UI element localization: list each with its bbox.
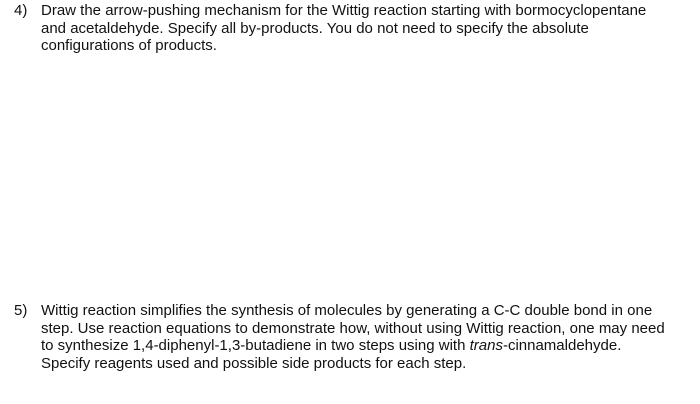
question-5-line-3: [41, 337, 681, 355]
question-4-text: [41, 2, 681, 55]
question-5-line-3-end: -cinnamaldehyde.: [502, 337, 622, 354]
question-5-line-1: Wittig reaction simplifies the synthesis of molecules by generating a C-C double bond in one: [41, 302, 653, 319]
question-5-number: 5): [14, 302, 28, 319]
trans-italic-term: trans: [469, 337, 503, 354]
question-4-line-3: configurations of products.: [41, 37, 217, 54]
question-5-line-2: step. Use reaction equations to demonstrate how, without using Wittig reaction, one may need: [41, 319, 665, 337]
question-5-line-3-start: to synthesize 1,4-diphenyl-1,3-butadiene in two steps using with: [41, 337, 470, 354]
question-4-number: 4): [14, 2, 28, 19]
question-5-line-4: Specify reagents used and possible side products for each step.: [41, 354, 467, 372]
question-5-text: [41, 302, 681, 372]
question-4-line-1: Draw the arrow-pushing mechanism for the Wittig reaction starting with bormocyclopentane: [41, 2, 647, 19]
question-4-line-2: and acetaldehyde. Specify all by-products. You do not need to specify the absolute: [41, 19, 589, 37]
